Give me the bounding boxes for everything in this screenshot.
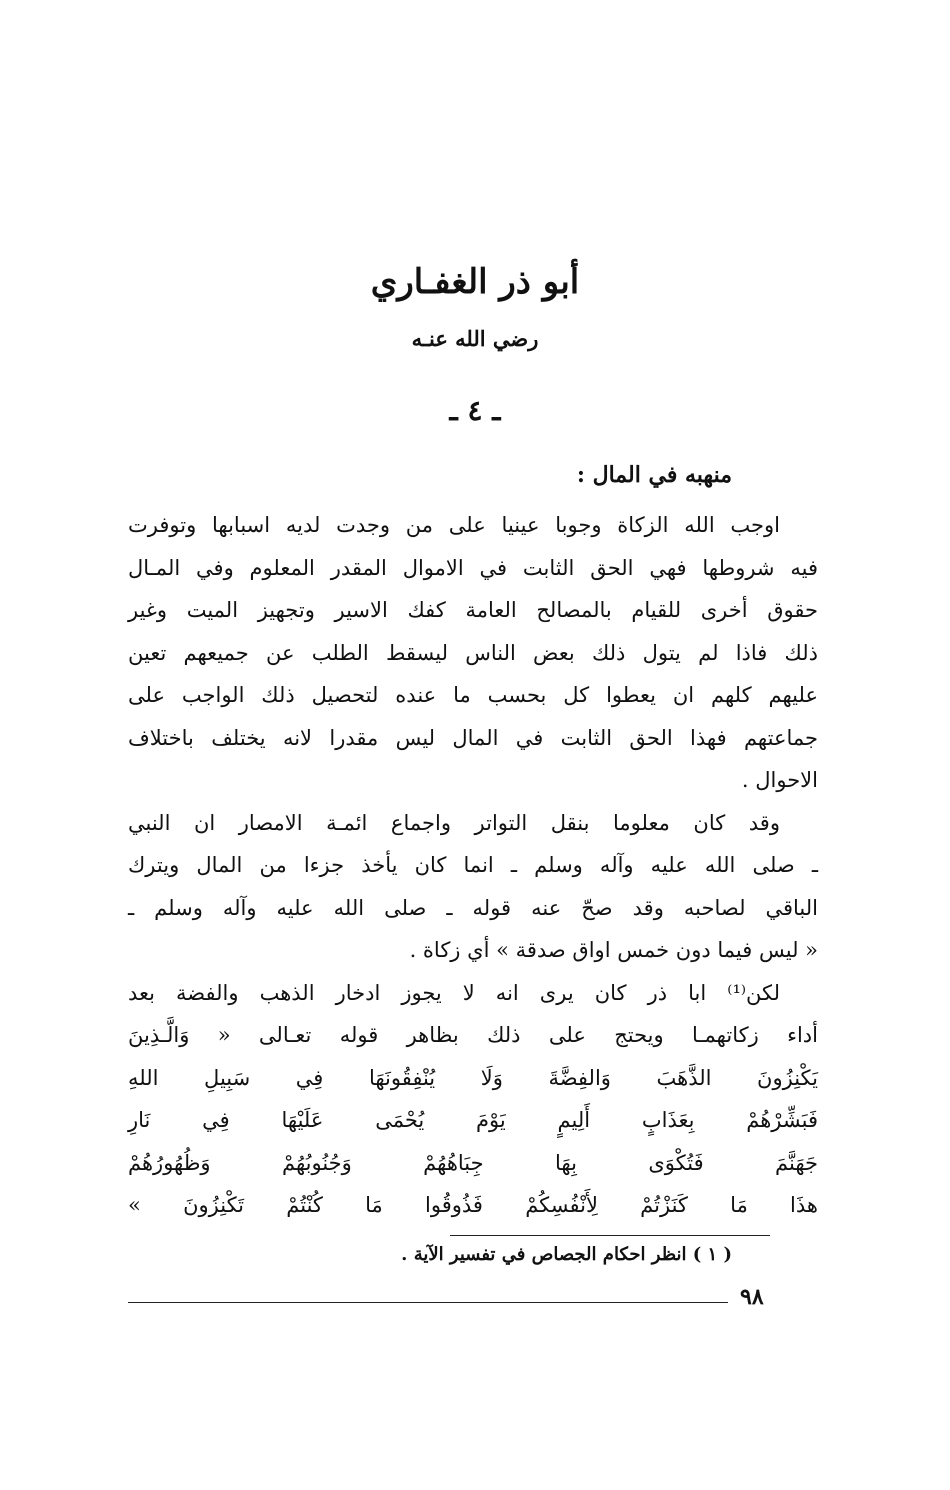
text-line: ـ صلى الله عليه وآله وسلم ـ انما كان يأخذ جزءا من المال ويترك: [128, 853, 818, 877]
text-line: ذلك فاذا لم يتول ذلك بعض الناس ليسقط الطلب عن جميعهم تعين: [128, 640, 818, 665]
body-text: [128, 504, 818, 1227]
text-line: الباقي لصاحبه وقد صحّ عنه قوله ـ صلى الله عليه وآله وسلم ـ: [128, 895, 818, 920]
page-bottom-rule: [128, 1302, 728, 1303]
quran-verse-line: جَهَنَّمَ فَتُكْوَى بِهَا جِبَاهُهُمْ وَجُنُوبُهُمْ وَظُهُورُهُمْ: [128, 1150, 818, 1175]
text-line: أداء زكاتهمـا ويحتج على ذلك بظاهر قوله تعـالى « وَالَّـذِينَ: [128, 1023, 818, 1047]
page-number: ٩٨: [740, 1284, 764, 1310]
text-line: عليهم كلهم ان يعطوا كل بحسب ما عنده لتحصيل ذلك الواجب على: [128, 683, 818, 707]
text-line: فيه شروطها فهي الحق الثابت في الاموال المقدر المعلوم وفي المـال: [128, 555, 818, 580]
text-line: جماعتهم فهذا الحق الثابت في المال ليس مقدرا لانه يختلف باختلاف: [128, 725, 818, 750]
page-subtitle: رضي الله عنـه: [411, 326, 539, 351]
quran-verse-line: يَكْنِزُونَ الذَّهَبَ وَالفِضَّةَ وَلَا يُنْفِقُونَهَا فِي سَبِيلِ اللهِ: [128, 1065, 818, 1090]
text-line: وقد كان معلوما بنقل التواتر واجماع ائمـة الامصار ان النبي: [128, 810, 780, 835]
section-heading: منهبه في المال :: [576, 462, 732, 488]
quran-verse-line: هذَا مَا كَنَزْتُمْ لِأَنْفُسِكُمْ فَذُوقُوا مَا كُنْتُمْ تَكْنِزُونَ »: [128, 1193, 818, 1217]
text-line: « ليس فيما دون خمس اواق صدقة » أي زكاة .: [409, 938, 818, 962]
page-title: أبو ذر الغفـاري: [370, 262, 580, 302]
text-line: لكن⁽¹⁾ ابا ذر كان يرى انه لا يجوز ادخار الذهب والفضة بعد: [128, 980, 780, 1005]
footnote-divider: [450, 1235, 770, 1236]
text-line: حقوق أخرى للقيام بالمصالح العامة كفك الاسير وتجهيز الميت وغير: [128, 598, 818, 622]
section-number: ـ ٤ ـ: [449, 394, 501, 427]
footnote: ( ١ ) انظر احكام الجصاص في تفسير الآية .: [401, 1244, 732, 1265]
text-line: الاحوال .: [741, 768, 818, 792]
quran-verse-line: فَبَشِّرْهُمْ بِعَذَابٍ أَلِيمٍ يَوْمَ يُحْمَى عَلَيْهَا فِي نَارِ: [128, 1108, 818, 1132]
text-line: اوجب الله الزكاة وجوبا عينيا على من وجدت لديه اسبابها وتوفرت: [128, 513, 780, 537]
